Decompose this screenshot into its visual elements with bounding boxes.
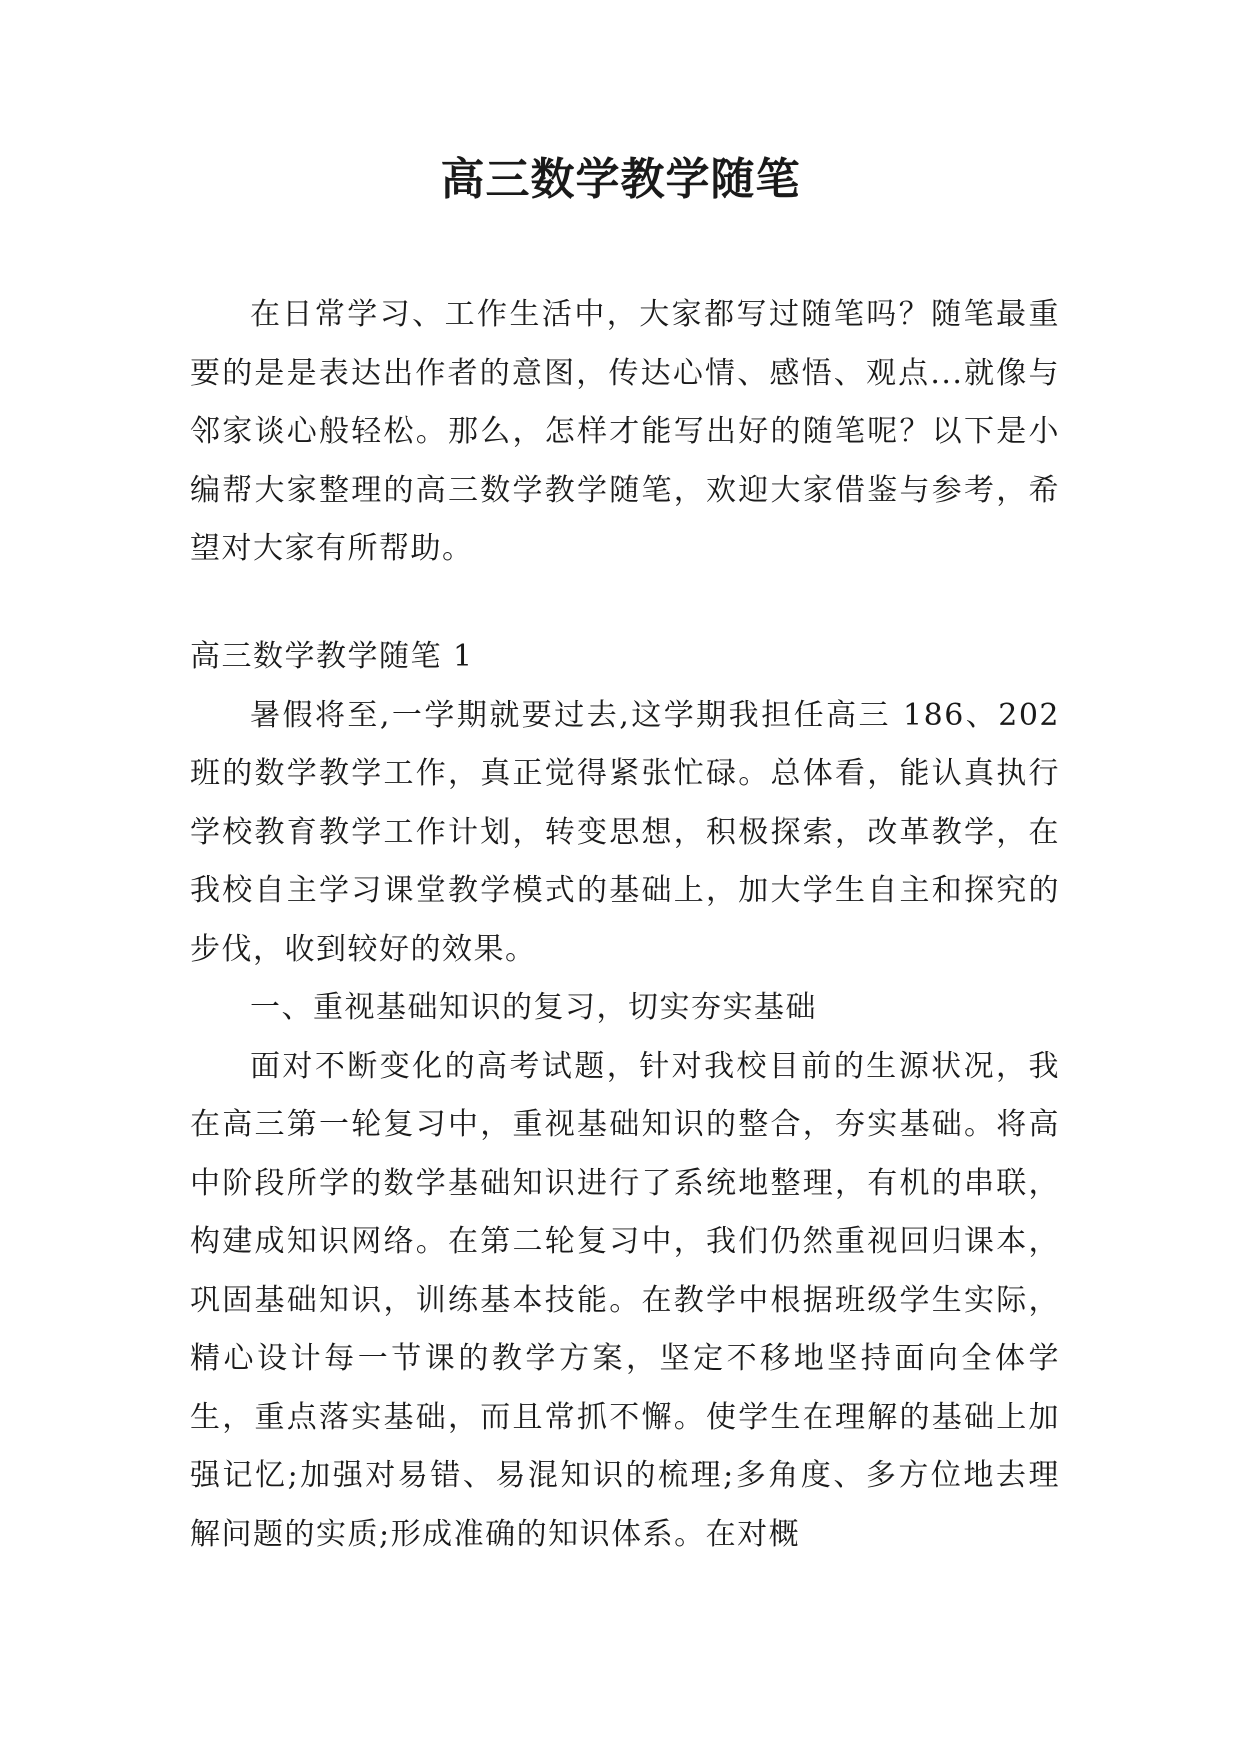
intro-paragraph: 在日常学习、工作生活中，大家都写过随笔吗？随笔最重要的是是表达出作者的意图，传达心情、感悟、观点...就像与邻家谈心般轻松。那么，怎样才能写出好的随笔呢？以下是小编帮大家整理的高三数学教学随笔，欢迎大家借鉴与参考，希望对大家有所帮助。 [190,297,1060,566]
intro-block [190,286,1060,579]
section-subheading-1: 一、重视基础知识的复习，切实夯实基础 [250,990,817,1025]
section-paragraph-2: 面对不断变化的高考试题，针对我校目前的生源状况，我在高三第一轮复习中，重视基础知识的整合，夯实基础。将高中阶段所学的数学基础知识进行了系统地整理，有机的串联，构建成知识网络。在第二轮复习中，我们仍然重视回归课本，巩固基础知识，训练基本技能。在教学中根据班级学生实际，精心设计每一节课的教学方案，坚定不移地坚持面向全体学生，重点落实基础，而且常抓不懈。使学生在理解的基础上加强记忆;加强对易错、易混知识的梳理;多角度、多方位地去理解问题的实质;形成准确的知识体系。在对概 [190,1048,1060,1552]
section-heading: 高三数学教学随笔 1 [190,639,474,674]
document-title: 高三数学教学随笔 [440,154,801,205]
section-paragraph-1: 暑假将至,一学期就要过去,这学期我担任高三 186、202 班的数学教学工作，真正觉得紧张忙碌。总体看，能认真执行学校教育教学工作计划，转变思想，积极探索，改革教学，在我校自主学习课堂教学模式的基础上，加大学生自主和探究的步伐，收到较好的效果。 [190,697,1060,967]
section-1 [190,628,1060,1564]
